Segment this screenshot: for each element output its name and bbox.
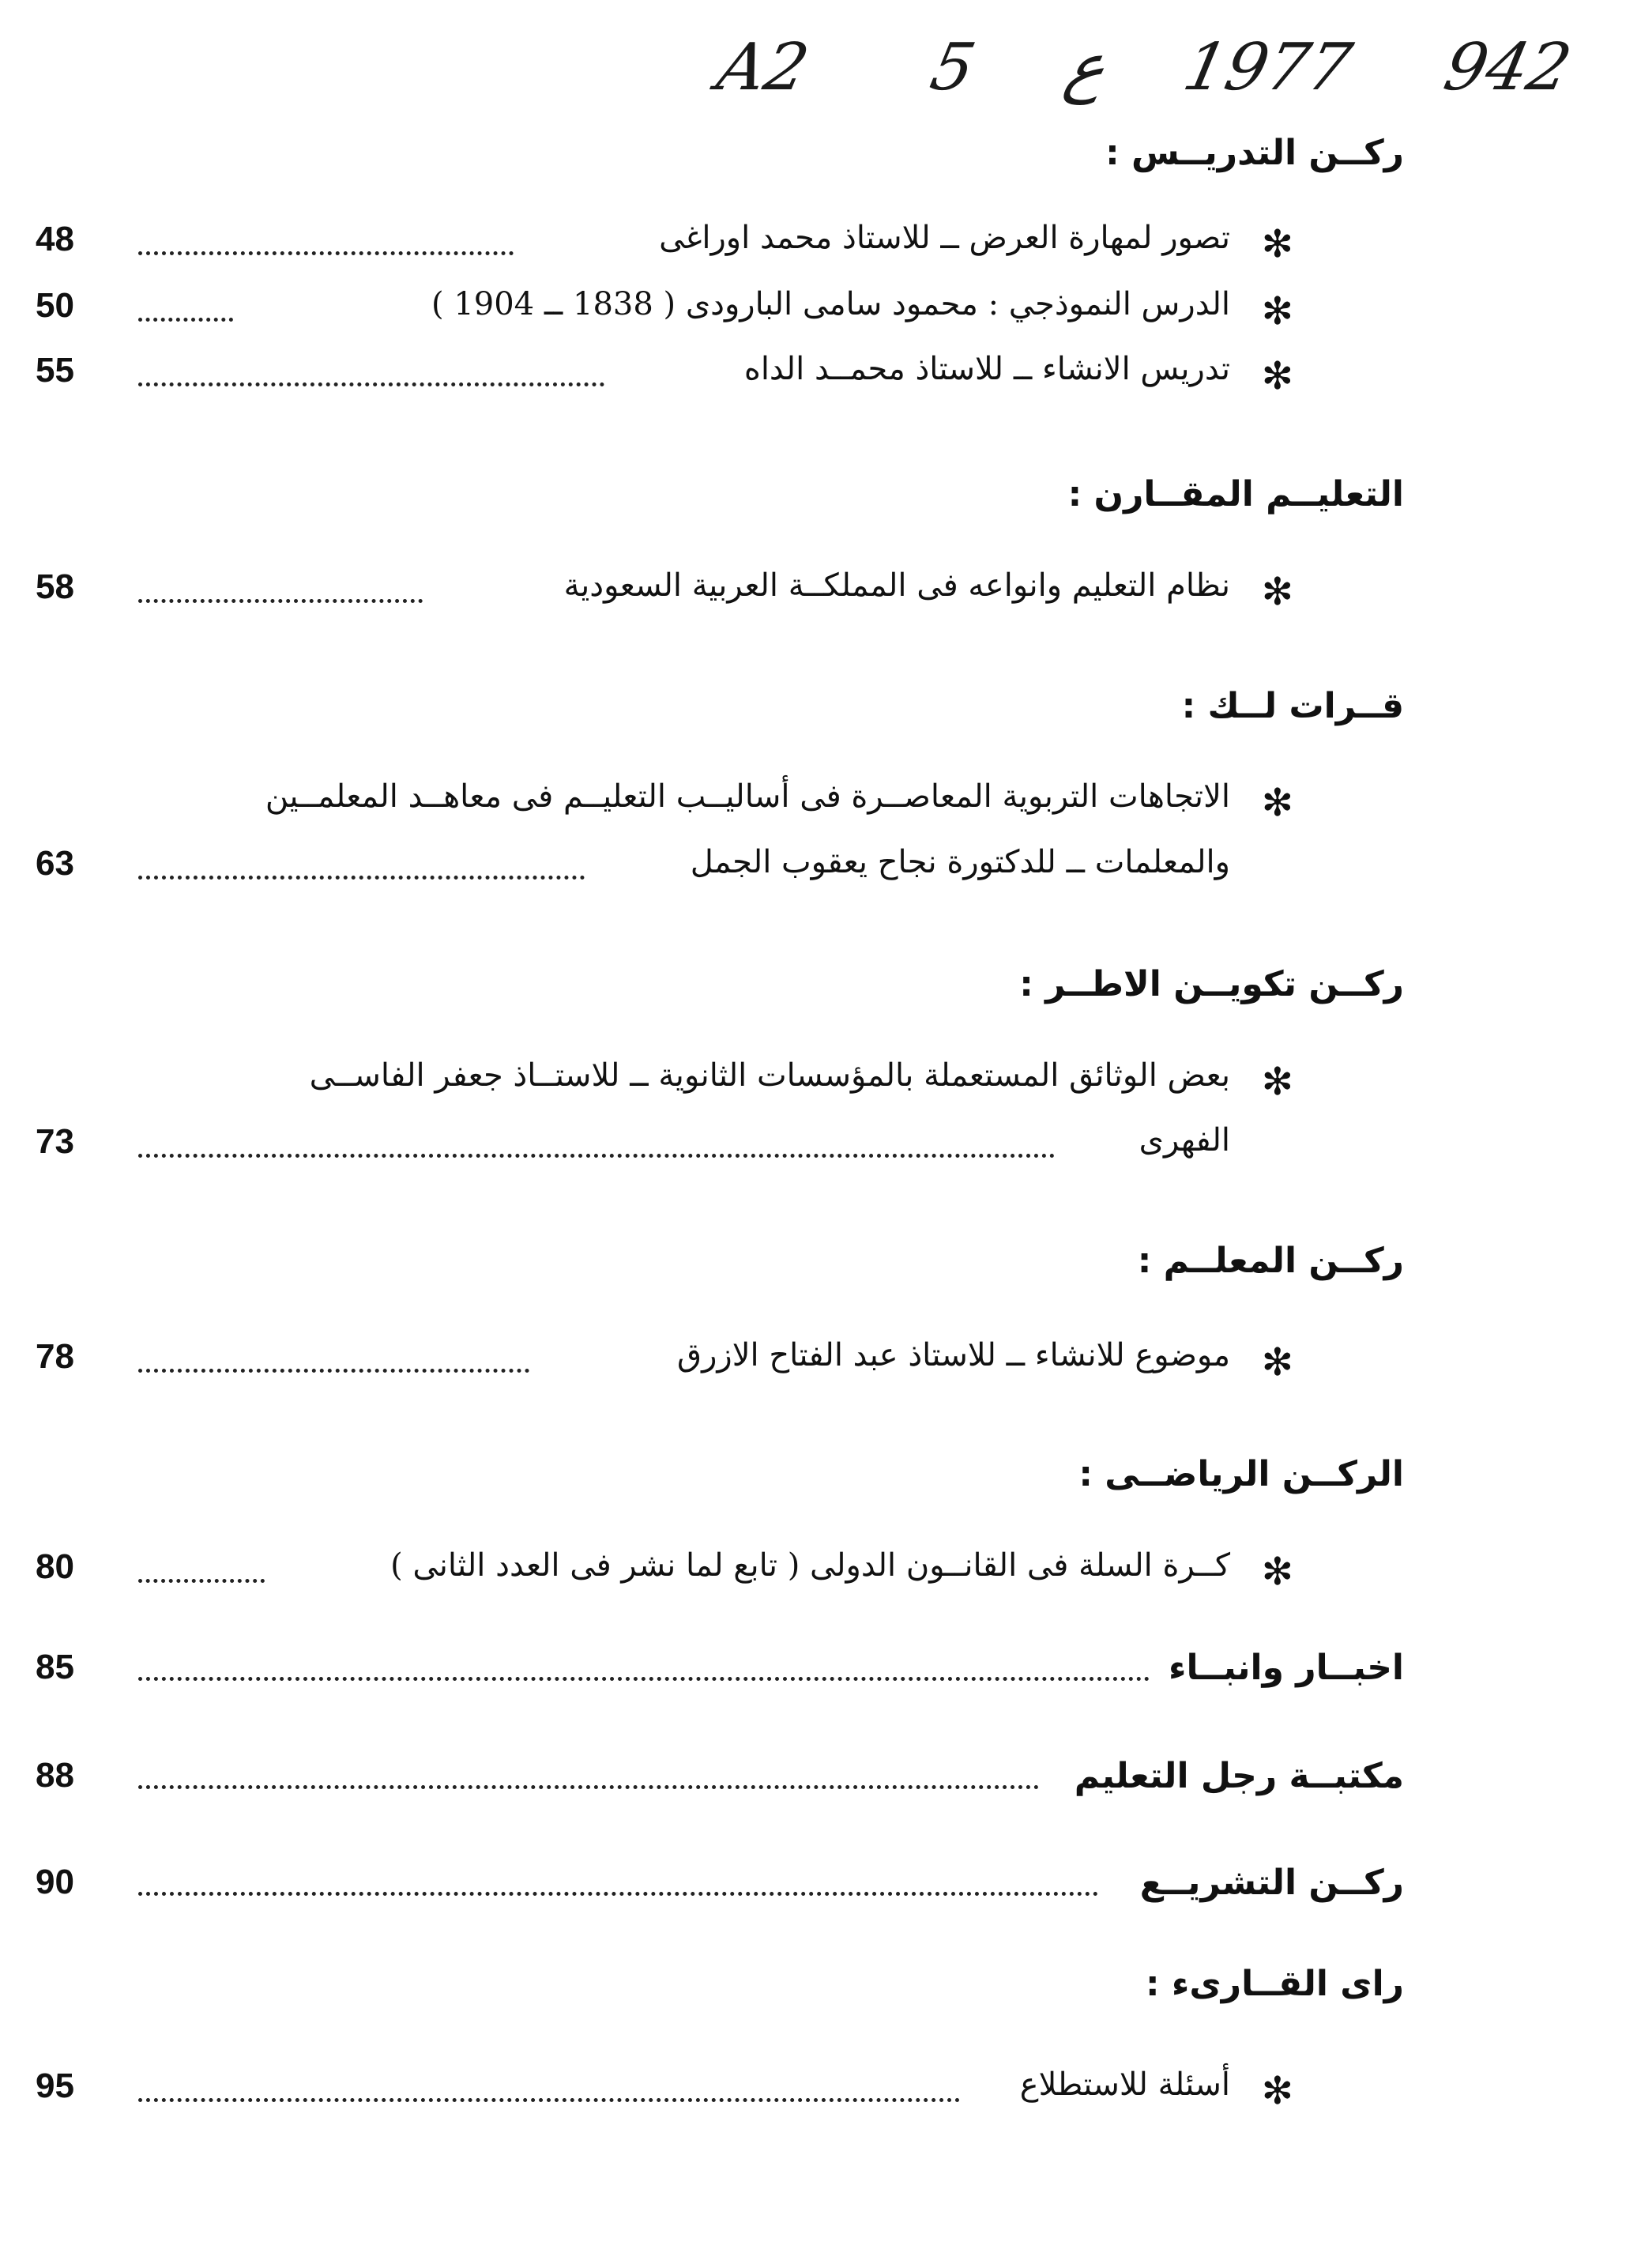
page-number: 73 bbox=[36, 1122, 74, 1161]
leader-dots bbox=[138, 318, 233, 322]
annotation-id: 942 bbox=[1437, 30, 1578, 105]
section-heading-news: اخبــار وانبــاء bbox=[1168, 1648, 1404, 1688]
page-number: 58 bbox=[36, 567, 74, 606]
leader-dots bbox=[138, 382, 604, 386]
toc-item-text: نظام التعليم وانواعه فى المملكــة العربية السعودية bbox=[563, 567, 1230, 604]
bullet-asterisk-icon: ✻ bbox=[1261, 222, 1293, 266]
handwritten-annotation bbox=[695, 30, 1604, 117]
toc-item-text-line2: الفهرى bbox=[1139, 1122, 1230, 1158]
page-number: 48 bbox=[36, 220, 74, 258]
annotation-year: 1977 bbox=[1176, 30, 1358, 105]
section-heading-comparative-education: التعليــم المقــارن : bbox=[1067, 474, 1404, 514]
leader-dots bbox=[138, 1579, 265, 1583]
section-heading-library: مكتبــة رجل التعليم bbox=[1074, 1756, 1404, 1796]
annotation-code: A2 bbox=[710, 30, 815, 105]
annotation-letter: ع bbox=[1058, 30, 1114, 105]
leader-dots bbox=[138, 1154, 1055, 1158]
toc-item-text: تدريس الانشاء ــ للاستاذ محمــد الداه bbox=[743, 351, 1230, 387]
section-heading-cadre-training: ركــن تكويــن الاطــر : bbox=[1019, 964, 1404, 1004]
leader-dots bbox=[138, 2098, 960, 2102]
section-heading-readings: قــرات لــك : bbox=[1181, 686, 1404, 726]
leader-dots bbox=[138, 1785, 1039, 1789]
page-number: 88 bbox=[36, 1756, 74, 1795]
page-number: 55 bbox=[36, 351, 74, 390]
section-heading-reader-opinion: راى القــارىء : bbox=[1146, 1964, 1404, 2004]
toc-item-text: تصور لمهارة العرض ــ للاستاذ محمد اوراغى bbox=[659, 220, 1230, 256]
bullet-asterisk-icon: ✻ bbox=[1261, 1340, 1293, 1385]
page-number: 90 bbox=[36, 1863, 74, 1901]
toc-item-text: موضوع للانشاء ــ للاستاذ عبد الفتاح الازرق bbox=[677, 1337, 1230, 1373]
leader-dots bbox=[138, 1677, 1150, 1681]
page-number: 85 bbox=[36, 1648, 74, 1686]
toc-item-text-line1: بعض الوثائق المستعملة بالمؤسسات الثانوية ــ للاستــاذ جعفر الفاســى bbox=[309, 1057, 1230, 1094]
page-number: 50 bbox=[36, 286, 74, 325]
leader-dots bbox=[138, 876, 585, 880]
leader-dots bbox=[138, 1892, 1098, 1896]
page-number: 80 bbox=[36, 1547, 74, 1586]
bullet-asterisk-icon: ✻ bbox=[1261, 289, 1293, 333]
section-heading-sports: الركــن الرياضــى : bbox=[1078, 1454, 1404, 1494]
bullet-asterisk-icon: ✻ bbox=[1261, 354, 1293, 398]
toc-item-text-line2: والمعلمات ــ للدكتورة نجاح يعقوب الجمل bbox=[690, 844, 1230, 880]
toc-item-text: كــرة السلة فى القانــون الدولى ( تابع لما نشر فى العدد الثانى ) bbox=[390, 1547, 1230, 1584]
leader-dots bbox=[138, 1369, 529, 1373]
section-heading-teacher: ركــن المعلــم : bbox=[1137, 1241, 1404, 1281]
page-number: 78 bbox=[36, 1337, 74, 1376]
toc-item-text: الدرس النموذجي : محمود سامى البارودى ( 1838 ــ 1904 ) bbox=[431, 286, 1230, 322]
page-number: 95 bbox=[36, 2066, 74, 2105]
section-heading-teaching: ركــن التدريــس : bbox=[1105, 133, 1404, 173]
toc-item-text-line1: الاتجاهات التربوية المعاصــرة فى أساليــب التعليــم فى معاهــد المعلمــين bbox=[265, 778, 1230, 815]
page-number: 63 bbox=[36, 844, 74, 883]
toc-item-text: أسئلة للاستطلاع bbox=[1019, 2066, 1230, 2103]
annotation-number: 5 bbox=[924, 30, 982, 105]
bullet-asterisk-icon: ✻ bbox=[1261, 570, 1293, 614]
bullet-asterisk-icon: ✻ bbox=[1261, 2069, 1293, 2113]
leader-dots bbox=[138, 251, 514, 255]
bullet-asterisk-icon: ✻ bbox=[1261, 781, 1293, 825]
leader-dots bbox=[138, 599, 423, 603]
bullet-asterisk-icon: ✻ bbox=[1261, 1550, 1293, 1594]
bullet-asterisk-icon: ✻ bbox=[1261, 1060, 1293, 1104]
section-heading-legislation: ركــن التشريــع bbox=[1139, 1863, 1404, 1903]
